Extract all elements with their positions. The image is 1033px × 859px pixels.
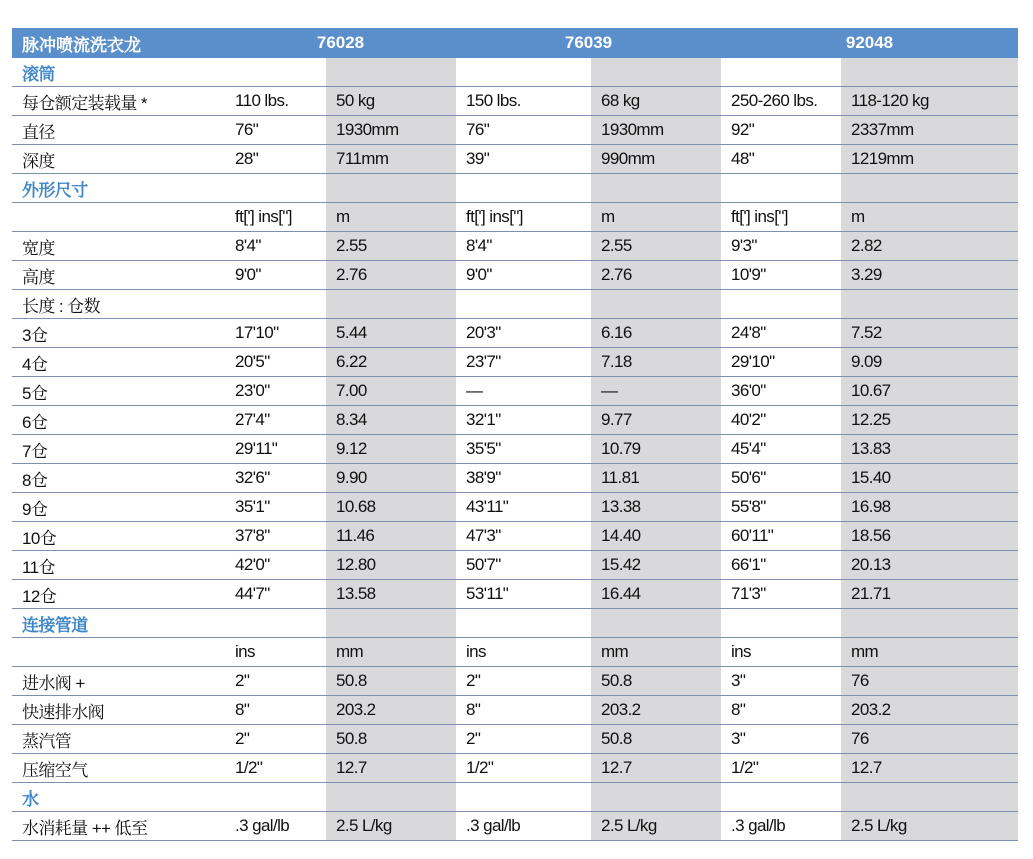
table-cell [326, 174, 456, 203]
table-cell [225, 174, 326, 203]
table-cell [326, 609, 456, 638]
table-cell [326, 58, 456, 87]
table-cell: 21.71 [841, 580, 1018, 609]
table-cell: 15.42 [591, 551, 721, 580]
row-label: 11仓 [12, 551, 225, 580]
table-cell: ft['] ins["] [721, 203, 841, 232]
row-label: 进水阀 + [12, 667, 225, 696]
row-label: 12仓 [12, 580, 225, 609]
table-cell: 8" [456, 696, 591, 725]
table-cell: 39" [456, 145, 591, 174]
table-row [12, 435, 1018, 464]
table-cell: 12.80 [326, 551, 456, 580]
table-cell: 3" [721, 667, 841, 696]
table-cell: .3 gal/lb [456, 812, 591, 841]
table-cell: 2.82 [841, 232, 1018, 261]
table-cell: 18.56 [841, 522, 1018, 551]
row-label: 直径 [12, 116, 225, 145]
table-cell [841, 609, 1018, 638]
section-row [12, 609, 1018, 638]
section-row [12, 58, 1018, 87]
table-cell: 3.29 [841, 261, 1018, 290]
table-cell: 13.38 [591, 493, 721, 522]
table-row [12, 725, 1018, 754]
table-cell: 2" [456, 667, 591, 696]
table-cell: — [456, 377, 591, 406]
table-cell: 20'5" [225, 348, 326, 377]
table-cell: 11.81 [591, 464, 721, 493]
table-cell: 50.8 [591, 725, 721, 754]
table-cell: 9.77 [591, 406, 721, 435]
row-label: 长度 : 仓数 [12, 290, 225, 319]
row-label: 高度 [12, 261, 225, 290]
table-cell: ft['] ins["] [456, 203, 591, 232]
table-cell: mm [591, 638, 721, 667]
table-cell: 7.52 [841, 319, 1018, 348]
table-cell: 250-260 lbs. [721, 87, 841, 116]
table-cell [721, 174, 841, 203]
table-cell: 12.25 [841, 406, 1018, 435]
table-cell [591, 783, 721, 812]
table-cell [721, 609, 841, 638]
table-cell: 23'7" [456, 348, 591, 377]
table-cell [721, 58, 841, 87]
table-cell [456, 609, 591, 638]
table-cell: 8" [721, 696, 841, 725]
table-cell: 2.55 [591, 232, 721, 261]
table-cell: 28" [225, 145, 326, 174]
table-row [12, 580, 1018, 609]
table-cell [841, 174, 1018, 203]
table-cell: 1930mm [326, 116, 456, 145]
table-cell: 1/2" [456, 754, 591, 783]
table-cell: 20'3" [456, 319, 591, 348]
table-cell: ins [456, 638, 591, 667]
table-cell: 8'4" [225, 232, 326, 261]
table-cell: .3 gal/lb [225, 812, 326, 841]
table-cell: 43'11" [456, 493, 591, 522]
table-cell: 37'8" [225, 522, 326, 551]
table-cell: — [591, 377, 721, 406]
section-row [12, 174, 1018, 203]
table-cell: 11.46 [326, 522, 456, 551]
table-cell: 2" [225, 667, 326, 696]
section-heading: 外形尺寸 [12, 174, 225, 203]
table-cell [591, 174, 721, 203]
row-label: 5仓 [12, 377, 225, 406]
table-cell: 53'11" [456, 580, 591, 609]
table-cell: 2" [456, 725, 591, 754]
table-cell: 6.22 [326, 348, 456, 377]
table-cell: 50'7" [456, 551, 591, 580]
row-label: 6仓 [12, 406, 225, 435]
table-cell: 9'0" [456, 261, 591, 290]
table-cell: 66'1" [721, 551, 841, 580]
table-cell: 45'4" [721, 435, 841, 464]
table-cell: 32'6" [225, 464, 326, 493]
table-cell [456, 174, 591, 203]
row-label: 宽度 [12, 232, 225, 261]
table-cell: m [326, 203, 456, 232]
row-label: 3仓 [12, 319, 225, 348]
table-cell: 9.09 [841, 348, 1018, 377]
row-label: 压缩空气 [12, 754, 225, 783]
table-cell: 711mm [326, 145, 456, 174]
table-cell: 76 [841, 725, 1018, 754]
table-cell: 1/2" [721, 754, 841, 783]
table-cell: 2337mm [841, 116, 1018, 145]
table-cell: 60'11" [721, 522, 841, 551]
table-cell [456, 783, 591, 812]
header-row [12, 28, 1018, 58]
table-cell: mm [841, 638, 1018, 667]
table-cell [326, 783, 456, 812]
table-cell [225, 609, 326, 638]
table-cell: 8'4" [456, 232, 591, 261]
row-label: 4仓 [12, 348, 225, 377]
table-cell: 12.7 [326, 754, 456, 783]
table-cell [225, 58, 326, 87]
table-row [12, 406, 1018, 435]
table-row [12, 261, 1018, 290]
table-cell: 29'11" [225, 435, 326, 464]
table-cell: 50.8 [326, 725, 456, 754]
table-cell: 32'1" [456, 406, 591, 435]
table-cell: 47'3" [456, 522, 591, 551]
section-row [12, 783, 1018, 812]
table-cell: 6.16 [591, 319, 721, 348]
table-cell: 110 lbs. [225, 87, 326, 116]
table-cell: ins [721, 638, 841, 667]
table-cell [841, 783, 1018, 812]
table-cell: 990mm [591, 145, 721, 174]
table-cell: 2.55 [326, 232, 456, 261]
table-cell: 50'6" [721, 464, 841, 493]
table-cell: 14.40 [591, 522, 721, 551]
table-cell: 35'1" [225, 493, 326, 522]
table-cell: 13.58 [326, 580, 456, 609]
table-cell: 55'8" [721, 493, 841, 522]
table-cell: 29'10" [721, 348, 841, 377]
table-cell: 203.2 [591, 696, 721, 725]
model-76039-heading: 76039 [456, 28, 721, 58]
table-row [12, 348, 1018, 377]
table-cell: m [591, 203, 721, 232]
table-cell [591, 290, 721, 319]
table-cell [841, 58, 1018, 87]
table-cell: 42'0" [225, 551, 326, 580]
table-cell: 9'0" [225, 261, 326, 290]
table-cell [591, 58, 721, 87]
table-row [12, 696, 1018, 725]
table-cell: 10.79 [591, 435, 721, 464]
table-cell: 10.67 [841, 377, 1018, 406]
row-label: 蒸汽管 [12, 725, 225, 754]
model-92048-heading: 92048 [721, 28, 1018, 58]
table-row [12, 145, 1018, 174]
table-cell: 20.13 [841, 551, 1018, 580]
table-cell: 3" [721, 725, 841, 754]
table-cell: 1930mm [591, 116, 721, 145]
table-cell: 38'9" [456, 464, 591, 493]
row-label: 8仓 [12, 464, 225, 493]
row-label: 深度 [12, 145, 225, 174]
table-cell: 76" [456, 116, 591, 145]
table-cell: 50.8 [326, 667, 456, 696]
row-label: 7仓 [12, 435, 225, 464]
table-cell [841, 290, 1018, 319]
table-cell: .3 gal/lb [721, 812, 841, 841]
table-cell: 12.7 [591, 754, 721, 783]
table-cell: 5.44 [326, 319, 456, 348]
spec-table [12, 28, 1018, 841]
table-cell: 10'9" [721, 261, 841, 290]
table-row [12, 290, 1018, 319]
table-row [12, 493, 1018, 522]
table-row [12, 116, 1018, 145]
row-label: 每仓额定装载量 * [12, 87, 225, 116]
table-cell: 203.2 [841, 696, 1018, 725]
table-cell: m [841, 203, 1018, 232]
table-cell: 203.2 [326, 696, 456, 725]
table-cell: 1219mm [841, 145, 1018, 174]
table-cell: 15.40 [841, 464, 1018, 493]
table-cell: 9.12 [326, 435, 456, 464]
table-cell: 44'7" [225, 580, 326, 609]
table-cell: 118-120 kg [841, 87, 1018, 116]
row-label [12, 638, 225, 667]
table-cell: 8.34 [326, 406, 456, 435]
table-cell [326, 290, 456, 319]
table-cell [456, 290, 591, 319]
section-heading: 滚筒 [12, 58, 225, 87]
table-cell: 92" [721, 116, 841, 145]
table-row [12, 551, 1018, 580]
table-row [12, 464, 1018, 493]
table-cell: 2.5 L/kg [591, 812, 721, 841]
table-cell [721, 290, 841, 319]
table-cell: 13.83 [841, 435, 1018, 464]
table-cell [225, 290, 326, 319]
table-cell: 71'3" [721, 580, 841, 609]
table-cell: mm [326, 638, 456, 667]
table-cell [225, 783, 326, 812]
spec-table-body [12, 58, 1018, 841]
table-cell [456, 58, 591, 87]
row-label: 快速排水阀 [12, 696, 225, 725]
table-cell: 150 lbs. [456, 87, 591, 116]
table-cell: 40'2" [721, 406, 841, 435]
row-label: 水消耗量 ++ 低至 [12, 812, 225, 841]
table-cell: 76" [225, 116, 326, 145]
table-cell: 7.00 [326, 377, 456, 406]
table-cell: 2.76 [326, 261, 456, 290]
table-cell: 50.8 [591, 667, 721, 696]
table-row [12, 232, 1018, 261]
section-heading: 水 [12, 783, 225, 812]
spec-sheet [12, 28, 1018, 841]
section-heading: 连接管道 [12, 609, 225, 638]
table-cell: 12.7 [841, 754, 1018, 783]
table-cell: 27'4" [225, 406, 326, 435]
table-row [12, 319, 1018, 348]
table-cell: 36'0" [721, 377, 841, 406]
table-cell [591, 609, 721, 638]
table-cell: 2" [225, 725, 326, 754]
table-cell: 7.18 [591, 348, 721, 377]
table-cell: 24'8" [721, 319, 841, 348]
table-cell: 9'3" [721, 232, 841, 261]
table-title: 脉冲喷流洗衣龙 [12, 28, 225, 58]
table-cell: ft['] ins["] [225, 203, 326, 232]
table-row [12, 87, 1018, 116]
table-cell: 16.98 [841, 493, 1018, 522]
table-row [12, 522, 1018, 551]
table-row [12, 638, 1018, 667]
table-cell: 8" [225, 696, 326, 725]
row-label: 9仓 [12, 493, 225, 522]
table-cell: 35'5" [456, 435, 591, 464]
model-76028-heading: 76028 [225, 28, 456, 58]
table-cell [721, 783, 841, 812]
table-row [12, 377, 1018, 406]
row-label: 10仓 [12, 522, 225, 551]
table-cell: 2.76 [591, 261, 721, 290]
table-row [12, 203, 1018, 232]
table-cell: 76 [841, 667, 1018, 696]
table-cell: 10.68 [326, 493, 456, 522]
table-row [12, 667, 1018, 696]
table-cell: 2.5 L/kg [841, 812, 1018, 841]
row-label [12, 203, 225, 232]
table-cell: 68 kg [591, 87, 721, 116]
table-cell: 17'10" [225, 319, 326, 348]
table-row [12, 812, 1018, 841]
table-cell: 23'0" [225, 377, 326, 406]
table-cell: 9.90 [326, 464, 456, 493]
table-cell: 2.5 L/kg [326, 812, 456, 841]
table-cell: 1/2" [225, 754, 326, 783]
table-cell: ins [225, 638, 326, 667]
table-cell: 16.44 [591, 580, 721, 609]
table-row [12, 754, 1018, 783]
table-cell: 50 kg [326, 87, 456, 116]
table-cell: 48" [721, 145, 841, 174]
